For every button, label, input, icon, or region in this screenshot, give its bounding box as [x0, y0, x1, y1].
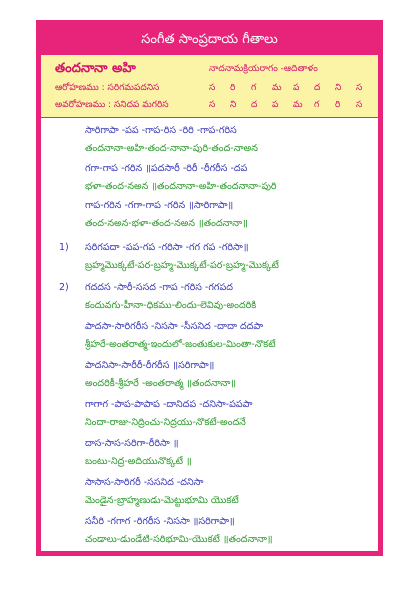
arohanam-note: ప — [293, 83, 300, 93]
arohanam-note: స — [356, 83, 363, 93]
sahitya-line: నిందా-రాజు-నిద్రించు-నిద్రయు-నొకటే-అందనే — [85, 417, 246, 428]
avarohanam-note: స — [209, 100, 216, 110]
sahitya-line: మెండైన-బ్రాహ్మణుడు-మెట్టుభూమి యొకటే — [85, 495, 239, 506]
sahitya-line: శ్రీహరే-అంతరాత్మ-ఇందులో-జంతుకుల-మింతా-నొకటే — [85, 339, 276, 350]
avarohanam-label: అవరోహణము : సనిదప మగరిస — [55, 100, 169, 110]
divider — [41, 117, 378, 118]
arohanam-label: ఆరోహణము : సరిగమపదనిస — [55, 83, 160, 93]
avarohanam-note: ని — [230, 100, 237, 110]
swara-line: సరిగపదా -పప-గప -గరిసా -గగ గప -గరిసా॥ — [85, 242, 249, 253]
swara-line: గాగాగ -పాప-పాపాప -దానిదప -దనిసా-పపపా — [85, 399, 253, 410]
sahitya-line: తందనానా-అహి-తంద-నానా-పురి-తంద-నాఅన — [85, 143, 258, 154]
sahitya-line: చండాలు-డుండేటి-సరిభూమి-యొకటే ॥తందనానా॥ — [85, 534, 273, 545]
arohanam-note: మ — [272, 83, 282, 93]
arohanam-note: స — [209, 83, 216, 93]
avarohanam-note: గ — [314, 100, 320, 110]
arohanam-note: గ — [251, 83, 257, 93]
sahitya-line: తంద-నఅన-భళా-తంద-నఅన ॥తందనానా॥ — [85, 218, 248, 229]
page-frame — [36, 20, 383, 556]
avarohanam-note: స — [356, 100, 363, 110]
swara-line: పాదసా-సారిగరీస -నిససా -సీసనిద -దాదా దదపా — [85, 321, 264, 332]
avarohanam-note: ద — [251, 100, 258, 110]
section-number: 1) — [59, 242, 69, 253]
swara-line: సాసాస-సారిగరీ -ససనిద -దనిసా — [85, 477, 204, 488]
swara-line: సారిగాపా -పప -గాప-రిస -రిరి -గాప-గరిస — [85, 125, 237, 136]
sahitya-line: కందువగు-హీనా-ధికము-లిందు-లెవివు-అందరికి — [85, 300, 257, 311]
arohanam-note: ద — [314, 83, 321, 93]
page-title: సంగీత సాంప్రదాయ గీతాలు — [41, 25, 378, 55]
song-name: తందనానా అహి — [55, 61, 136, 76]
swara-line: పాదనిసా-సారీరీ-రీగరీస ॥సరిగాపా॥ — [85, 360, 215, 371]
swara-line: గదదస -సారీ-ససద -గాప -గరిస -గగపద — [85, 282, 233, 293]
section-number: 2) — [59, 282, 69, 293]
song-info-panel — [41, 55, 378, 117]
swara-line: గాప-గరిన -గగా-గాప -గరిన ॥సారిగాపా॥ — [85, 200, 234, 211]
swara-line: సనీరి -గగాగ -రిగరీస -నిససా ॥సరిగాపా॥ — [85, 516, 235, 527]
sahitya-line: బంటు-నిద్ర-అదియునొక్కటే ॥ — [85, 456, 192, 467]
avarohanam-note: రి — [335, 100, 341, 110]
avarohanam-note: మ — [293, 100, 303, 110]
avarohanam-note: ప — [272, 100, 279, 110]
raga-tala: నాదనామక్రియరాగం -ఆదితాళం — [209, 64, 318, 74]
arohanam-note: ని — [335, 83, 342, 93]
swara-line: గగా-గాప -గరిన ॥పదసారీ -రిరీ -రీగరీస -దప — [85, 163, 248, 174]
swara-line: దాస-సాస-సరిగా-రీరిసా ॥ — [85, 438, 179, 449]
arohanam-note: రి — [230, 83, 236, 93]
sahitya-line: భళా-తంద-నఅన ॥తందనానా-అహి-తందనానా-పురి — [85, 181, 277, 192]
sahitya-line: బ్రహ్మమొక్కటే-పర-బ్రహ్మ-మొక్కటే-పర-బ్రహ్మ-మొక్కటే — [85, 260, 279, 271]
sahitya-line: అందరికీ-శ్రీహరే -అంతరాత్మ ॥తందనానా॥ — [85, 378, 237, 389]
